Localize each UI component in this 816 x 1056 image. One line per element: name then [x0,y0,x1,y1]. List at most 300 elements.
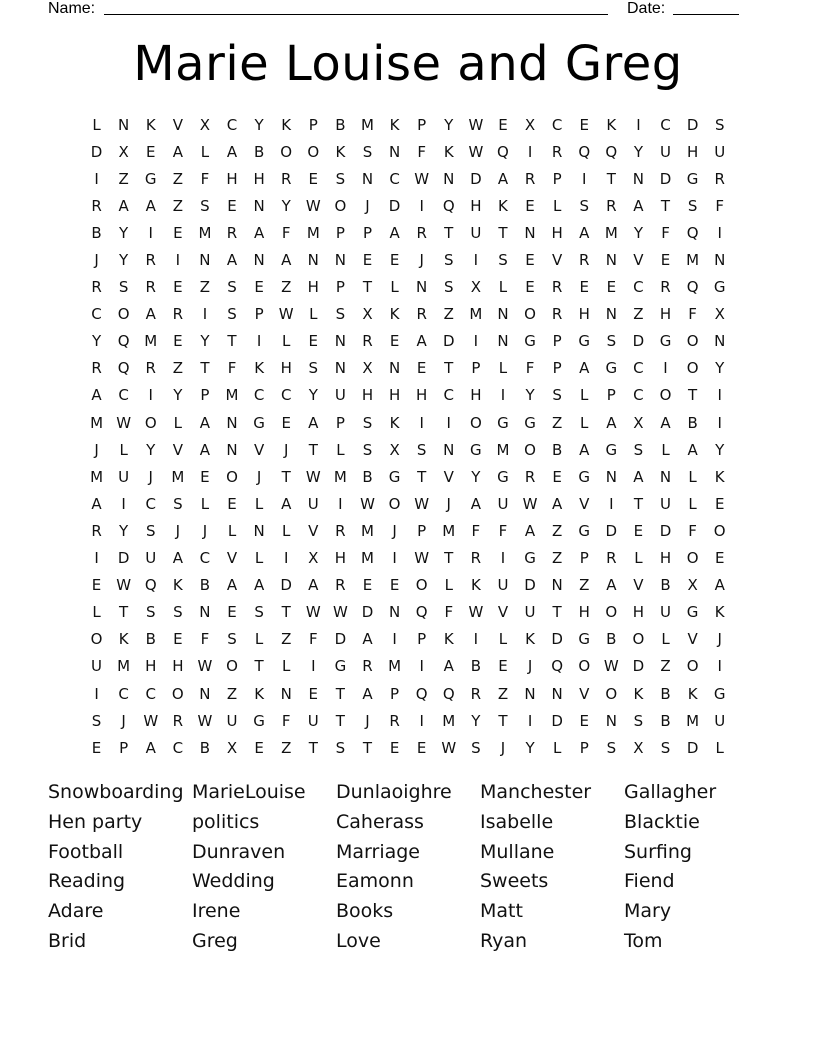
grid-cell[interactable]: E [362,576,373,595]
grid-cell[interactable]: K [145,115,156,134]
grid-cell[interactable]: V [308,521,319,540]
grid-cell[interactable]: R [660,278,671,297]
grid-cell[interactable]: M [225,386,239,405]
grid-cell[interactable]: J [365,196,370,215]
grid-cell[interactable]: X [362,359,373,378]
grid-cell[interactable]: R [145,278,156,297]
grid-cell[interactable]: X [362,305,373,324]
grid-cell[interactable]: G [713,278,726,297]
grid-cell[interactable]: C [253,386,265,405]
grid-cell[interactable]: W [441,738,457,757]
grid-cell[interactable]: G [659,332,672,351]
grid-cell[interactable]: V [579,684,590,703]
grid-cell[interactable]: E [552,467,562,486]
grid-cell[interactable]: M [469,305,483,324]
grid-cell[interactable]: G [578,630,591,649]
grid-cell[interactable]: L [390,278,399,297]
grid-cell[interactable]: T [281,467,291,486]
grid-cell[interactable]: I [202,305,208,324]
grid-cell[interactable]: V [226,549,238,568]
grid-cell[interactable]: I [311,657,316,676]
grid-cell[interactable]: K [389,305,400,324]
grid-cell[interactable]: R [145,251,156,270]
grid-cell[interactable]: K [470,576,481,595]
grid-cell[interactable]: Z [497,684,509,703]
grid-cell[interactable]: E [227,603,237,622]
grid-cell[interactable]: X [524,115,536,134]
grid-cell[interactable]: C [633,278,644,297]
grid-cell[interactable]: I [419,413,424,432]
grid-cell[interactable]: C [145,684,156,703]
grid-cell[interactable]: K [687,684,698,703]
grid-cell[interactable]: N [632,169,645,188]
grid-cell[interactable]: S [362,142,373,161]
grid-cell[interactable]: D [442,332,455,351]
grid-cell[interactable]: J [175,521,181,540]
grid-cell[interactable]: A [226,142,238,161]
grid-cell[interactable]: K [714,603,725,622]
grid-cell[interactable]: E [498,657,508,676]
grid-cell[interactable]: P [308,115,318,134]
grid-cell[interactable]: D [659,169,672,188]
grid-cell[interactable]: M [361,549,374,568]
grid-cell[interactable]: B [687,413,698,432]
grid-cell[interactable]: X [687,576,698,595]
grid-cell[interactable]: M [361,521,374,540]
grid-cell[interactable]: Y [146,440,156,459]
grid-cell[interactable]: C [172,738,184,757]
grid-cell[interactable]: R [579,251,590,270]
grid-cell[interactable]: T [335,711,345,730]
grid-cell[interactable]: M [442,711,456,730]
grid-cell[interactable]: W [332,603,348,622]
grid-cell[interactable]: D [117,549,130,568]
grid-cell[interactable]: E [281,413,291,432]
grid-cell[interactable]: R [91,521,102,540]
grid-cell[interactable]: O [415,576,428,595]
grid-cell[interactable]: I [419,711,424,730]
grid-cell[interactable]: X [470,278,481,297]
grid-cell[interactable]: E [227,196,237,215]
grid-cell[interactable]: F [471,521,481,540]
grid-cell[interactable]: X [633,738,644,757]
grid-cell[interactable]: G [524,413,536,432]
grid-cell[interactable]: E [389,332,400,351]
grid-cell[interactable]: H [388,386,401,405]
grid-cell[interactable]: S [444,278,454,297]
grid-cell[interactable]: A [253,223,265,242]
grid-cell[interactable]: Y [200,332,210,351]
grid-cell[interactable]: N [605,305,617,324]
grid-cell[interactable]: M [90,467,104,486]
grid-cell[interactable]: U [307,711,319,730]
grid-cell[interactable]: E [389,251,400,270]
grid-cell[interactable]: O [686,657,699,676]
grid-cell[interactable]: W [414,169,430,188]
grid-cell[interactable]: Z [281,278,292,297]
grid-cell[interactable]: W [197,657,213,676]
grid-cell[interactable]: V [687,630,698,649]
grid-cell[interactable]: G [144,169,157,188]
grid-cell[interactable]: C [443,386,454,405]
grid-cell[interactable]: T [444,549,454,568]
grid-cell[interactable]: M [90,413,104,432]
grid-cell[interactable]: I [717,223,722,242]
grid-cell[interactable]: Z [633,305,644,324]
grid-cell[interactable]: T [417,467,427,486]
grid-cell[interactable]: V [253,440,265,459]
grid-cell[interactable]: I [473,251,479,270]
grid-cell[interactable]: N [253,251,265,270]
grid-cell[interactable]: E [660,251,671,270]
grid-cell[interactable]: A [470,494,481,513]
grid-cell[interactable]: A [362,630,373,649]
grid-cell[interactable]: I [527,711,533,730]
grid-cell[interactable]: Q [415,684,428,703]
grid-cell[interactable]: F [688,305,697,324]
grid-cell[interactable]: J [446,494,451,513]
grid-cell[interactable]: W [305,603,321,622]
grid-cell[interactable]: D [524,576,536,595]
grid-cell[interactable]: I [663,359,668,378]
grid-cell[interactable]: P [579,549,589,568]
grid-cell[interactable]: R [335,521,346,540]
grid-cell[interactable]: T [254,657,264,676]
grid-cell[interactable]: A [497,169,509,188]
grid-cell[interactable]: E [91,738,102,757]
grid-cell[interactable]: N [199,603,211,622]
grid-cell[interactable]: Y [281,196,291,215]
grid-cell[interactable]: O [469,413,482,432]
grid-cell[interactable]: Y [471,467,481,486]
grid-cell[interactable]: S [633,711,644,730]
grid-cell[interactable]: A [199,440,211,459]
grid-cell[interactable]: O [280,142,293,161]
grid-cell[interactable]: N [551,684,563,703]
grid-cell[interactable]: W [305,196,321,215]
grid-cell[interactable]: O [632,630,645,649]
grid-cell[interactable]: B [660,684,671,703]
grid-cell[interactable]: L [200,142,210,161]
grid-cell[interactable]: B [606,630,617,649]
grid-cell[interactable]: G [334,657,347,676]
grid-cell[interactable]: S [416,440,427,459]
grid-cell[interactable]: U [91,657,103,676]
grid-cell[interactable]: N [497,305,509,324]
grid-cell[interactable]: C [633,359,644,378]
grid-cell[interactable]: G [388,467,401,486]
grid-cell[interactable]: O [524,305,536,324]
grid-cell[interactable]: N [361,169,374,188]
grid-cell[interactable]: E [254,738,264,757]
grid-cell[interactable]: S [145,603,156,622]
grid-cell[interactable]: L [498,630,508,649]
grid-cell[interactable]: U [497,576,509,595]
grid-cell[interactable]: E [416,738,427,757]
grid-cell[interactable]: W [468,115,484,134]
grid-cell[interactable]: J [94,251,99,270]
grid-cell[interactable]: L [254,549,264,568]
grid-cell[interactable]: A [687,440,698,459]
grid-cell[interactable]: Q [117,332,130,351]
grid-cell[interactable]: E [633,521,644,540]
grid-cell[interactable]: W [278,305,294,324]
grid-cell[interactable]: G [686,603,699,622]
grid-cell[interactable]: T [688,386,698,405]
grid-cell[interactable]: U [307,494,319,513]
grid-cell[interactable]: G [524,332,536,351]
grid-cell[interactable]: P [200,386,210,405]
grid-cell[interactable]: D [388,196,401,215]
grid-cell[interactable]: E [145,142,156,161]
grid-cell[interactable]: T [498,711,508,730]
grid-cell[interactable]: S [335,738,346,757]
grid-cell[interactable]: J [256,467,262,486]
grid-cell[interactable]: I [473,630,479,649]
grid-cell[interactable]: A [226,251,238,270]
grid-cell[interactable]: G [605,440,618,459]
grid-cell[interactable]: D [686,738,699,757]
grid-cell[interactable]: N [388,142,401,161]
grid-cell[interactable]: D [632,332,645,351]
grid-cell[interactable]: J [94,440,99,459]
grid-cell[interactable]: I [636,115,641,134]
grid-cell[interactable]: P [335,413,345,432]
grid-cell[interactable]: T [335,684,345,703]
grid-cell[interactable]: K [633,684,644,703]
grid-cell[interactable]: F [281,223,291,242]
grid-cell[interactable]: V [172,440,183,459]
grid-cell[interactable]: L [173,413,182,432]
grid-cell[interactable]: A [416,332,427,351]
grid-cell[interactable]: K [525,630,535,649]
grid-cell[interactable]: V [579,494,590,513]
grid-cell[interactable]: E [579,711,589,730]
grid-cell[interactable]: Z [552,521,563,540]
grid-cell[interactable]: R [416,305,427,324]
grid-cell[interactable]: T [362,738,373,757]
grid-cell[interactable]: L [498,359,508,378]
grid-cell[interactable]: P [362,223,372,242]
grid-cell[interactable]: W [468,603,484,622]
grid-cell[interactable]: J [717,630,722,649]
grid-cell[interactable]: J [283,440,289,459]
grid-cell[interactable]: M [306,223,320,242]
grid-cell[interactable]: H [334,549,347,568]
grid-cell[interactable]: O [578,657,591,676]
grid-cell[interactable]: Y [471,711,481,730]
grid-cell[interactable]: D [334,630,347,649]
grid-cell[interactable]: O [90,630,103,649]
grid-cell[interactable]: R [172,711,184,730]
grid-cell[interactable]: C [226,115,238,134]
grid-cell[interactable]: G [470,440,482,459]
grid-cell[interactable]: N [443,169,455,188]
grid-cell[interactable]: X [118,142,129,161]
grid-cell[interactable]: O [686,359,699,378]
grid-cell[interactable]: E [389,576,400,595]
grid-cell[interactable]: N [605,251,617,270]
grid-cell[interactable]: L [336,440,345,459]
grid-cell[interactable]: I [392,630,397,649]
grid-cell[interactable]: N [226,440,238,459]
grid-cell[interactable]: D [90,142,103,161]
grid-cell[interactable]: M [388,657,402,676]
grid-cell[interactable]: L [444,576,453,595]
grid-cell[interactable]: E [579,115,589,134]
grid-cell[interactable]: R [362,657,373,676]
grid-cell[interactable]: S [687,196,698,215]
grid-cell[interactable]: F [227,359,237,378]
grid-cell[interactable]: H [578,603,590,622]
grid-cell[interactable]: O [713,521,726,540]
grid-cell[interactable]: C [199,549,211,568]
grid-cell[interactable]: Q [686,223,699,242]
grid-cell[interactable]: A [443,657,454,676]
grid-cell[interactable]: E [200,467,210,486]
grid-cell[interactable]: I [283,549,289,568]
grid-cell[interactable]: P [552,332,562,351]
grid-cell[interactable]: Q [442,196,455,215]
grid-cell[interactable]: U [714,711,726,730]
grid-cell[interactable]: S [145,521,156,540]
grid-cell[interactable]: I [473,332,479,351]
grid-cell[interactable]: R [551,142,563,161]
grid-cell[interactable]: F [200,169,210,188]
grid-cell[interactable]: H [172,657,184,676]
name-field[interactable] [104,14,608,15]
grid-cell[interactable]: A [145,305,156,324]
grid-cell[interactable]: V [443,467,454,486]
grid-cell[interactable]: M [198,223,212,242]
grid-cell[interactable]: R [470,684,482,703]
grid-cell[interactable]: R [416,223,427,242]
grid-cell[interactable]: L [92,115,101,134]
grid-cell[interactable]: J [527,657,533,676]
grid-cell[interactable]: S [200,196,210,215]
grid-cell[interactable]: S [471,738,481,757]
grid-cell[interactable]: M [171,467,185,486]
grid-cell[interactable]: G [578,467,591,486]
grid-cell[interactable]: N [118,115,130,134]
grid-cell[interactable]: E [416,359,427,378]
grid-cell[interactable]: Z [172,359,183,378]
grid-cell[interactable]: A [145,738,156,757]
grid-cell[interactable]: E [227,494,237,513]
grid-cell[interactable]: A [579,440,590,459]
grid-cell[interactable]: F [688,521,697,540]
grid-cell[interactable]: L [227,521,237,540]
grid-cell[interactable]: T [308,738,318,757]
grid-cell[interactable]: R [714,169,725,188]
grid-cell[interactable]: U [660,603,671,622]
grid-cell[interactable]: Z [118,169,129,188]
grid-cell[interactable]: P [119,738,129,757]
grid-cell[interactable]: H [578,305,590,324]
grid-cell[interactable]: Y [715,440,725,459]
grid-cell[interactable]: P [417,521,427,540]
grid-cell[interactable]: F [715,196,725,215]
grid-cell[interactable]: Q [415,603,428,622]
grid-cell[interactable]: R [280,169,292,188]
grid-cell[interactable]: Q [605,142,618,161]
grid-cell[interactable]: S [173,494,183,513]
grid-cell[interactable]: A [145,196,156,215]
grid-cell[interactable]: A [308,413,319,432]
grid-cell[interactable]: B [145,630,156,649]
grid-cell[interactable]: B [660,576,671,595]
grid-cell[interactable]: C [145,494,156,513]
grid-cell[interactable]: E [173,630,183,649]
grid-cell[interactable]: M [144,332,158,351]
grid-cell[interactable]: K [498,196,508,215]
grid-cell[interactable]: W [116,413,132,432]
grid-cell[interactable]: I [500,549,506,568]
grid-cell[interactable]: L [119,440,128,459]
grid-cell[interactable]: P [254,305,264,324]
grid-cell[interactable]: T [362,278,373,297]
grid-cell[interactable]: E [525,251,535,270]
grid-cell[interactable]: K [172,576,183,595]
grid-cell[interactable]: M [333,467,347,486]
grid-cell[interactable]: A [606,413,617,432]
grid-cell[interactable]: O [659,386,672,405]
grid-cell[interactable]: Y [173,386,183,405]
grid-cell[interactable]: L [282,332,291,351]
grid-cell[interactable]: T [444,223,454,242]
grid-cell[interactable]: K [254,684,265,703]
grid-cell[interactable]: O [388,494,401,513]
grid-cell[interactable]: E [498,115,508,134]
grid-cell[interactable]: T [552,603,562,622]
grid-cell[interactable]: K [389,115,400,134]
grid-cell[interactable]: O [171,684,184,703]
grid-cell[interactable]: C [91,305,102,324]
grid-cell[interactable]: L [200,494,210,513]
grid-cell[interactable]: Q [442,684,455,703]
grid-cell[interactable]: H [361,386,374,405]
grid-cell[interactable]: U [334,386,346,405]
grid-cell[interactable]: S [335,305,346,324]
grid-cell[interactable]: W [305,467,321,486]
grid-cell[interactable]: Q [578,142,591,161]
grid-cell[interactable]: O [226,467,238,486]
grid-cell[interactable]: U [470,223,482,242]
grid-cell[interactable]: D [659,521,672,540]
grid-cell[interactable]: G [605,359,618,378]
grid-cell[interactable]: R [470,549,482,568]
grid-cell[interactable]: Y [444,115,454,134]
grid-cell[interactable]: P [471,359,481,378]
grid-cell[interactable]: S [362,413,373,432]
grid-cell[interactable]: T [200,359,210,378]
grid-cell[interactable]: B [199,576,211,595]
grid-cell[interactable]: R [335,576,346,595]
grid-cell[interactable]: K [335,142,346,161]
grid-cell[interactable]: Y [308,386,318,405]
grid-cell[interactable]: N [199,251,211,270]
grid-cell[interactable]: D [470,169,482,188]
grid-cell[interactable]: M [496,440,510,459]
grid-cell[interactable]: B [335,115,346,134]
grid-cell[interactable]: I [148,386,153,405]
grid-cell[interactable]: J [500,738,506,757]
grid-cell[interactable]: G [578,332,591,351]
grid-cell[interactable]: Y [525,386,535,405]
grid-cell[interactable]: R [91,278,102,297]
grid-cell[interactable]: A [281,251,292,270]
grid-cell[interactable]: L [634,549,643,568]
